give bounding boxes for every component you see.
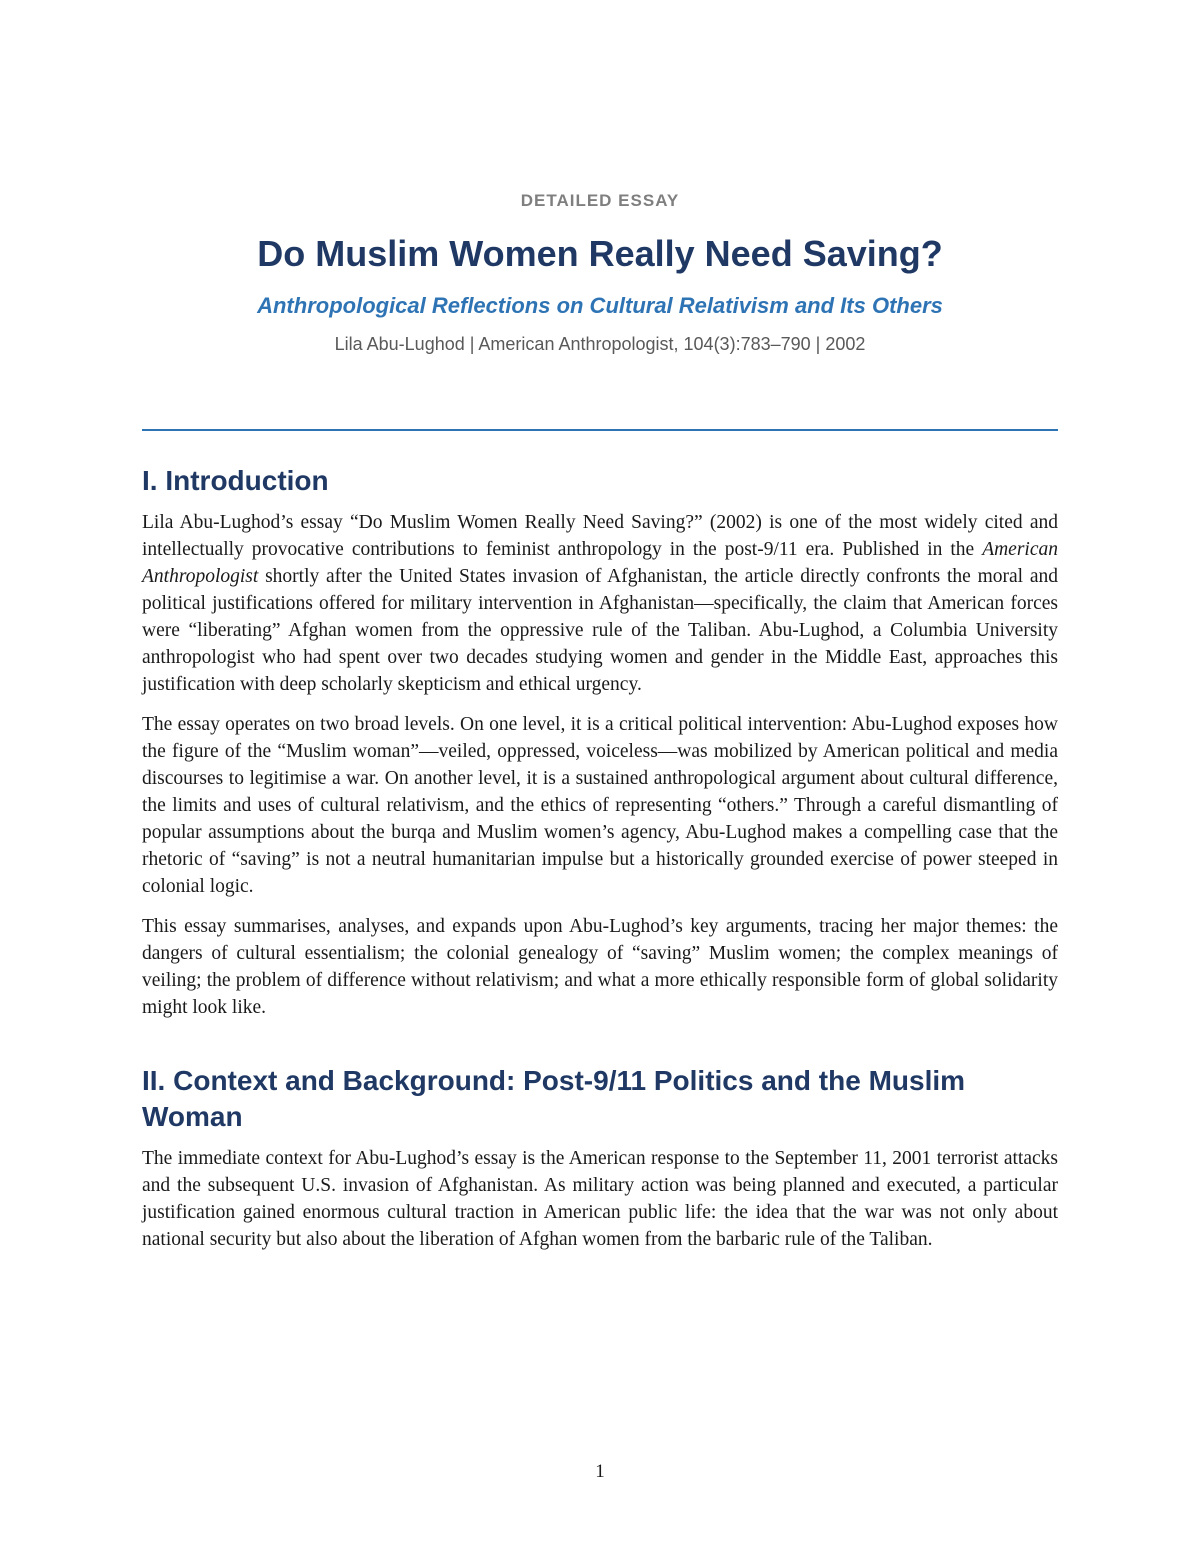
journal-name-italic: American Anthropologist (142, 539, 1058, 587)
document-title: Do Muslim Women Really Need Saving? (257, 233, 943, 274)
paragraph-intro-2: The essay operates on two broad levels. On one level, it is a critical political intervention: Abu-Lughod exposes how the figure of the “Muslim woman”—veiled, oppressed, voiceless—was mobilized by American political and media discourses to legitimise a war. On another level, it is a sustained anthropological argument about cultural difference, the limits and uses of cultural relativism, and the ethics of representing “others.” Through a careful dismantling of popular assumptions about the burqa and Muslim women’s agency, Abu-Lughod makes a compelling case that the rhetoric of “saving” is not a neutral humanitarian impulse but a historically grounded exercise of power steeped in colonial logic. (142, 714, 1058, 897)
document-body (142, 463, 1058, 1266)
paragraph-context-1: The immediate context for Abu-Lughod’s essay is the American response to the September 11, 2001 terrorist attacks and the subsequent U.S. invasion of Afghanistan. As military action was being planned and executed, a particular justification gained enormous cultural traction in American public life: the idea that the war was not only about national security but also about the liberation of Afghan women from the barbaric rule of the Taliban. (142, 1148, 1058, 1250)
section-heading-introduction: I. Introduction (142, 465, 329, 496)
document-header (142, 190, 1058, 356)
page-number: 1 (595, 1461, 605, 1482)
document-kicker: DETAILED ESSAY (520, 191, 680, 210)
header-divider (142, 429, 1058, 431)
document-subtitle: Anthropological Reflections on Cultural Relativism and Its Others (257, 293, 943, 318)
paragraph-intro-3: This essay summarises, analyses, and expands upon Abu-Lughod’s key arguments, tracing her major themes: the dangers of cultural essentialism; the colonial genealogy of “saving” Muslim women; the complex meanings of veiling; the problem of difference without relativism; and what a more ethically responsible form of global solidarity might look like. (142, 916, 1058, 1018)
paragraph-intro-1 (142, 509, 1058, 698)
section-heading-context: II. Context and Background: Post-9/11 Politics and the Muslim Woman (142, 1065, 966, 1132)
document-byline: Lila Abu-Lughod | American Anthropologist, 104(3):783–790 | 2002 (334, 334, 866, 354)
paragraph-text: shortly after the United States invasion of Afghanistan, the article directly confronts the moral and political justifications offered for military intervention in Afghanistan—specifically, the claim that American forces were “liberating” Afghan women from the oppressive rule of the Taliban. Abu-Lughod, a Columbia University anthropologist who had spent over two decades studying women and gender in the Middle East, approaches this justification with deep scholarly skepticism and ethical urgency. (142, 566, 1058, 695)
paragraph-text: Lila Abu-Lughod’s essay “Do Muslim Women Really Need Saving?” (2002) is one of the most widely cited and intellectually provocative contributions to feminist anthropology in the post-9/11 era. Published in the (142, 512, 1058, 560)
